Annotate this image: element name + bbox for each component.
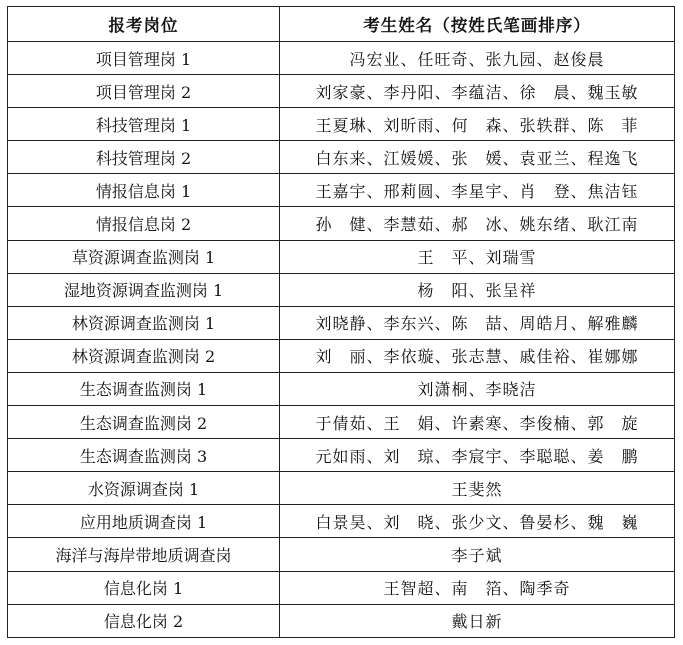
table-row — [8, 571, 675, 604]
table-row — [8, 174, 675, 207]
header-position: 报考岗位 — [8, 7, 280, 42]
names-cell: 冯宏业、任旺奇、张九园、赵俊晨 — [280, 42, 675, 75]
names-cell: 戴日新 — [280, 604, 675, 637]
position-cell: 项目管理岗 1 — [8, 42, 280, 75]
table-row — [8, 75, 675, 108]
names-cell: 元如雨、刘 琼、李宸宇、李聪聪、姜 鹏 — [280, 439, 675, 472]
table-row — [8, 406, 675, 439]
position-cell: 科技管理岗 2 — [8, 141, 280, 174]
names-cell: 王 平、刘瑞雪 — [280, 240, 675, 273]
position-cell: 海洋与海岸带地质调查岗 — [8, 538, 280, 571]
names-cell: 王夏琳、刘昕雨、何 森、张轶群、陈 菲 — [280, 108, 675, 141]
position-cell: 林资源调查监测岗 1 — [8, 306, 280, 339]
names-cell: 孙 健、李慧茹、郝 冰、姚东绪、耿江南 — [280, 207, 675, 240]
names-cell: 刘晓静、李东兴、陈 喆、周皓月、解雅麟 — [280, 306, 675, 339]
position-cell: 生态调查监测岗 3 — [8, 439, 280, 472]
names-cell: 刘 丽、李依璇、张志慧、戚佳裕、崔娜娜 — [280, 339, 675, 372]
table-row — [8, 306, 675, 339]
position-cell: 情报信息岗 1 — [8, 174, 280, 207]
table-row — [8, 538, 675, 571]
names-cell: 白东来、江媛媛、张 媛、袁亚兰、程逸飞 — [280, 141, 675, 174]
position-cell: 草资源调查监测岗 1 — [8, 240, 280, 273]
table-row — [8, 505, 675, 538]
position-cell: 信息化岗 2 — [8, 604, 280, 637]
names-cell: 刘家豪、李丹阳、李蕴洁、徐 晨、魏玉敏 — [280, 75, 675, 108]
names-cell: 刘潇桐、李晓洁 — [280, 372, 675, 405]
table-row — [8, 240, 675, 273]
table-row — [8, 472, 675, 505]
position-cell: 应用地质调查岗 1 — [8, 505, 280, 538]
table-row — [8, 439, 675, 472]
table-row — [8, 372, 675, 405]
table-row — [8, 108, 675, 141]
table-row — [8, 339, 675, 372]
table-header-row — [8, 7, 675, 42]
names-cell: 于倩茹、王 娟、许素寒、李俊楠、郭 旋 — [280, 406, 675, 439]
position-cell: 水资源调查岗 1 — [8, 472, 280, 505]
position-cell: 科技管理岗 1 — [8, 108, 280, 141]
names-cell: 王斐然 — [280, 472, 675, 505]
candidate-table-container — [7, 6, 674, 638]
position-cell: 生态调查监测岗 1 — [8, 372, 280, 405]
position-cell: 信息化岗 1 — [8, 571, 280, 604]
names-cell: 杨 阳、张呈祥 — [280, 273, 675, 306]
table-row — [8, 207, 675, 240]
names-cell: 王智超、南 箔、陶季奇 — [280, 571, 675, 604]
position-cell: 项目管理岗 2 — [8, 75, 280, 108]
names-cell: 白景昊、刘 晓、张少文、鲁晏杉、魏 巍 — [280, 505, 675, 538]
table-row — [8, 604, 675, 637]
candidate-table — [7, 6, 675, 638]
names-cell: 李子斌 — [280, 538, 675, 571]
position-cell: 情报信息岗 2 — [8, 207, 280, 240]
position-cell: 湿地资源调查监测岗 1 — [8, 273, 280, 306]
header-candidate-names: 考生姓名（按姓氏笔画排序） — [280, 7, 675, 42]
table-row — [8, 42, 675, 75]
table-row — [8, 141, 675, 174]
position-cell: 生态调查监测岗 2 — [8, 406, 280, 439]
names-cell: 王嘉宇、邢莉圆、李星宇、肖 登、焦洁钰 — [280, 174, 675, 207]
table-row — [8, 273, 675, 306]
position-cell: 林资源调查监测岗 2 — [8, 339, 280, 372]
